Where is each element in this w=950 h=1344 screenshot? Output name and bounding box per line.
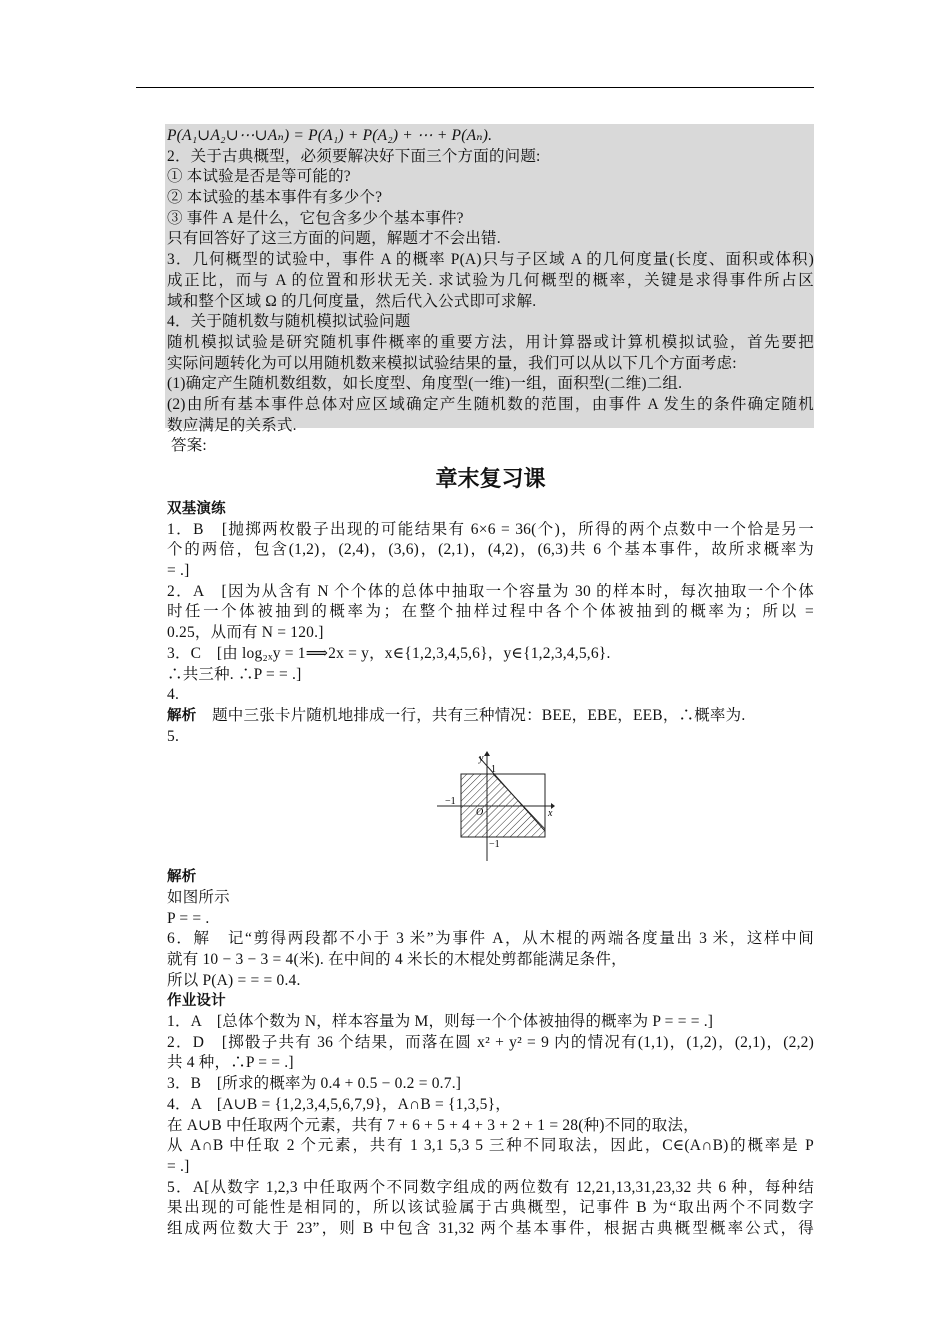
summary-line: ② 本试验的基本事件有多少个? — [167, 189, 383, 207]
answer-line: 1．B [抛掷两枚骰子出现的可能结果有 6×6 = 36(个)，所得的两个点数中一个恰是另一 — [167, 520, 814, 538]
summary-line: ③ 事件 A 是什么，它包含多少个基本事件? — [167, 209, 464, 227]
answer-line: 1．A [总体个数为 N，样本容量为 M，则每一个个体被抽得的概率为 P = = = .] — [167, 1013, 714, 1031]
summary-line: 4．关于随机数与随机模拟试验问题 — [167, 313, 411, 331]
summary-line: 成正比，而与 A 的位置和形状无关. 求试验为几何概型的概率，关键是求得事件所占区 — [167, 271, 814, 289]
answer-line: P = = . — [167, 909, 210, 927]
summary-line: 域和整个区域 Ω 的几何度量，然后代入公式即可求解. — [167, 292, 537, 310]
header-rule — [136, 87, 814, 88]
origin-label: O — [476, 807, 484, 819]
answer-line: 4．A [A∪B = {1,2,3,4,5,6,7,9}，A∩B = {1,3,5}， — [167, 1095, 511, 1113]
summary-line: 实际问题转化为可以用随机数来模拟试验结果的量，我们可以从以下几个方面考虑: — [167, 354, 737, 372]
answer-line: 时任一个体被抽到的概率为；在整个抽样过程中各个个体被抽到的概率为；所以 = — [167, 603, 814, 621]
answer-line: 3．B [所求的概率为 0.4 + 0.5 − 0.2 = 0.7.] — [167, 1075, 462, 1093]
section-heading: 双基演练 — [167, 501, 226, 517]
answer-line: 个的两倍，包含(1,2)，(2,4)，(3,6)，(2,1)，(4,2)，(6,3)共 6 个基本事件，故所求概率为 — [167, 541, 814, 559]
answer-line: 所以 P(A) = = = 0.4. — [167, 971, 301, 989]
jiexi-text: 题中三张卡片随机地排成一行，共有三种情况：BEE，EBE，EEB，∴概率为. — [212, 706, 746, 724]
answer-line: 0.25，从而有 N = 120.] — [167, 624, 324, 642]
answer-line: 4. — [167, 686, 180, 704]
summary-block — [167, 126, 814, 1240]
answer-line: 如图所示 — [167, 888, 230, 906]
jiexi-label: 解析 — [167, 707, 197, 724]
answer-line: ∴共三种. ∴P = = .] — [167, 665, 302, 683]
answer-line: 2．D [掷骰子共有 36 个结果，而落在圆 x² + y² = 9 内的情况有(1,1)，(1,2)，(2,1)，(2,2) — [167, 1033, 814, 1051]
answer-line: 2．A [因为从含有 N 个个体的总体中抽取一个容量为 30 的样本时，每次抽取一个个体 — [167, 582, 814, 600]
answer-line: 5. — [167, 727, 180, 745]
answer-line: 就有 10 − 3 − 3 = 4(米). 在中间的 4 米长的木棍处剪都能满足条件， — [167, 951, 627, 968]
summary-line: ① 本试验是否是等可能的? — [167, 168, 351, 186]
square-region-diagram — [435, 749, 555, 865]
summary-line: 数应满足的关系式. — [167, 416, 297, 434]
answer-line: = .] — [167, 1157, 190, 1175]
x-axis-label: x — [548, 808, 553, 820]
summary-line: (1)确定产生随机数组数，如长度型、角度型(一维)一组，面积型(二维)二组. — [167, 375, 683, 393]
tick-label-neg1-x: −1 — [445, 796, 456, 808]
summary-line: (2)由所有基本事件总体对应区域确定产生随机数的范围，由事件 A 发生的条件确定随机 — [167, 395, 814, 413]
summary-line: 只有回答好了这三方面的问题，解题才不会出错. — [167, 230, 501, 248]
answer-line: = .] — [167, 562, 190, 580]
summary-line: 随机模拟试验是研究随机事件概率的重要方法，用计算器或计算机模拟试验，首先要把 — [167, 333, 814, 351]
summary-line: 2．关于古典概型，必须要解决好下面三个方面的问题: — [167, 147, 541, 165]
answer-line — [167, 706, 814, 727]
answer-line: 从 A∩B 中任取 2 个元素，共有 1 3,1 5,3 5 三种不同取法，因此，C∈(A∩B)的概率是 P — [167, 1137, 814, 1155]
y-axis-arrow — [484, 751, 490, 756]
summary-line: 3．几何概型的试验中，事件 A 的概率 P(A)只与子区域 A 的几何度量(长度、面积或体积) — [167, 251, 814, 269]
tick-label-neg1-y: −1 — [489, 839, 500, 851]
summary-line: P(A₁∪A₂∪⋯∪Aₙ) = P(A₁) + P(A₂) + ⋯ + P(Aₙ). — [167, 127, 493, 144]
answer-line: 5．A[从数字 1,2,3 中任取两个不同数字组成的两位数有 12,21,13,31,23,32 共 6 种，每种结 — [167, 1178, 814, 1196]
geometry-figure — [167, 747, 814, 867]
tick-label-1: 1 — [491, 764, 496, 776]
jiexi-label: 解析 — [167, 869, 197, 886]
answer-line: 3．C [由 log₂ₓy = 1⟹2x = y，x∈{1,2,3,4,5,6}，y∈{1,2,3,4,5,6}. — [167, 644, 611, 662]
answer-line: 组成两位数大于 23”，则 B 中包含 31,32 两个基本事件，根据古典概型概率公式，得 — [167, 1219, 814, 1237]
chapter-title: 章末复习课 — [435, 467, 546, 492]
answer-label: 答案: — [171, 437, 207, 455]
answer-line: 6．解 记“剪得两段都不小于 3 米”为事件 A，从木棍的两端各度量出 3 米，这样中间 — [167, 930, 814, 948]
y-axis-label: y — [479, 753, 484, 765]
answer-line: 在 A∪B 中任取两个元素，共有 7 + 6 + 5 + 4 + 3 + 2 + 1 = 28(种)不同的取法， — [167, 1116, 699, 1134]
answer-line: 共 4 种，∴P = = .] — [167, 1054, 294, 1072]
answer-line: 果出现的可能性是相同的，所以该试验属于古典概型，记事件 B 为“取出两个不同数字 — [167, 1199, 814, 1217]
section-heading: 作业设计 — [167, 993, 226, 1010]
